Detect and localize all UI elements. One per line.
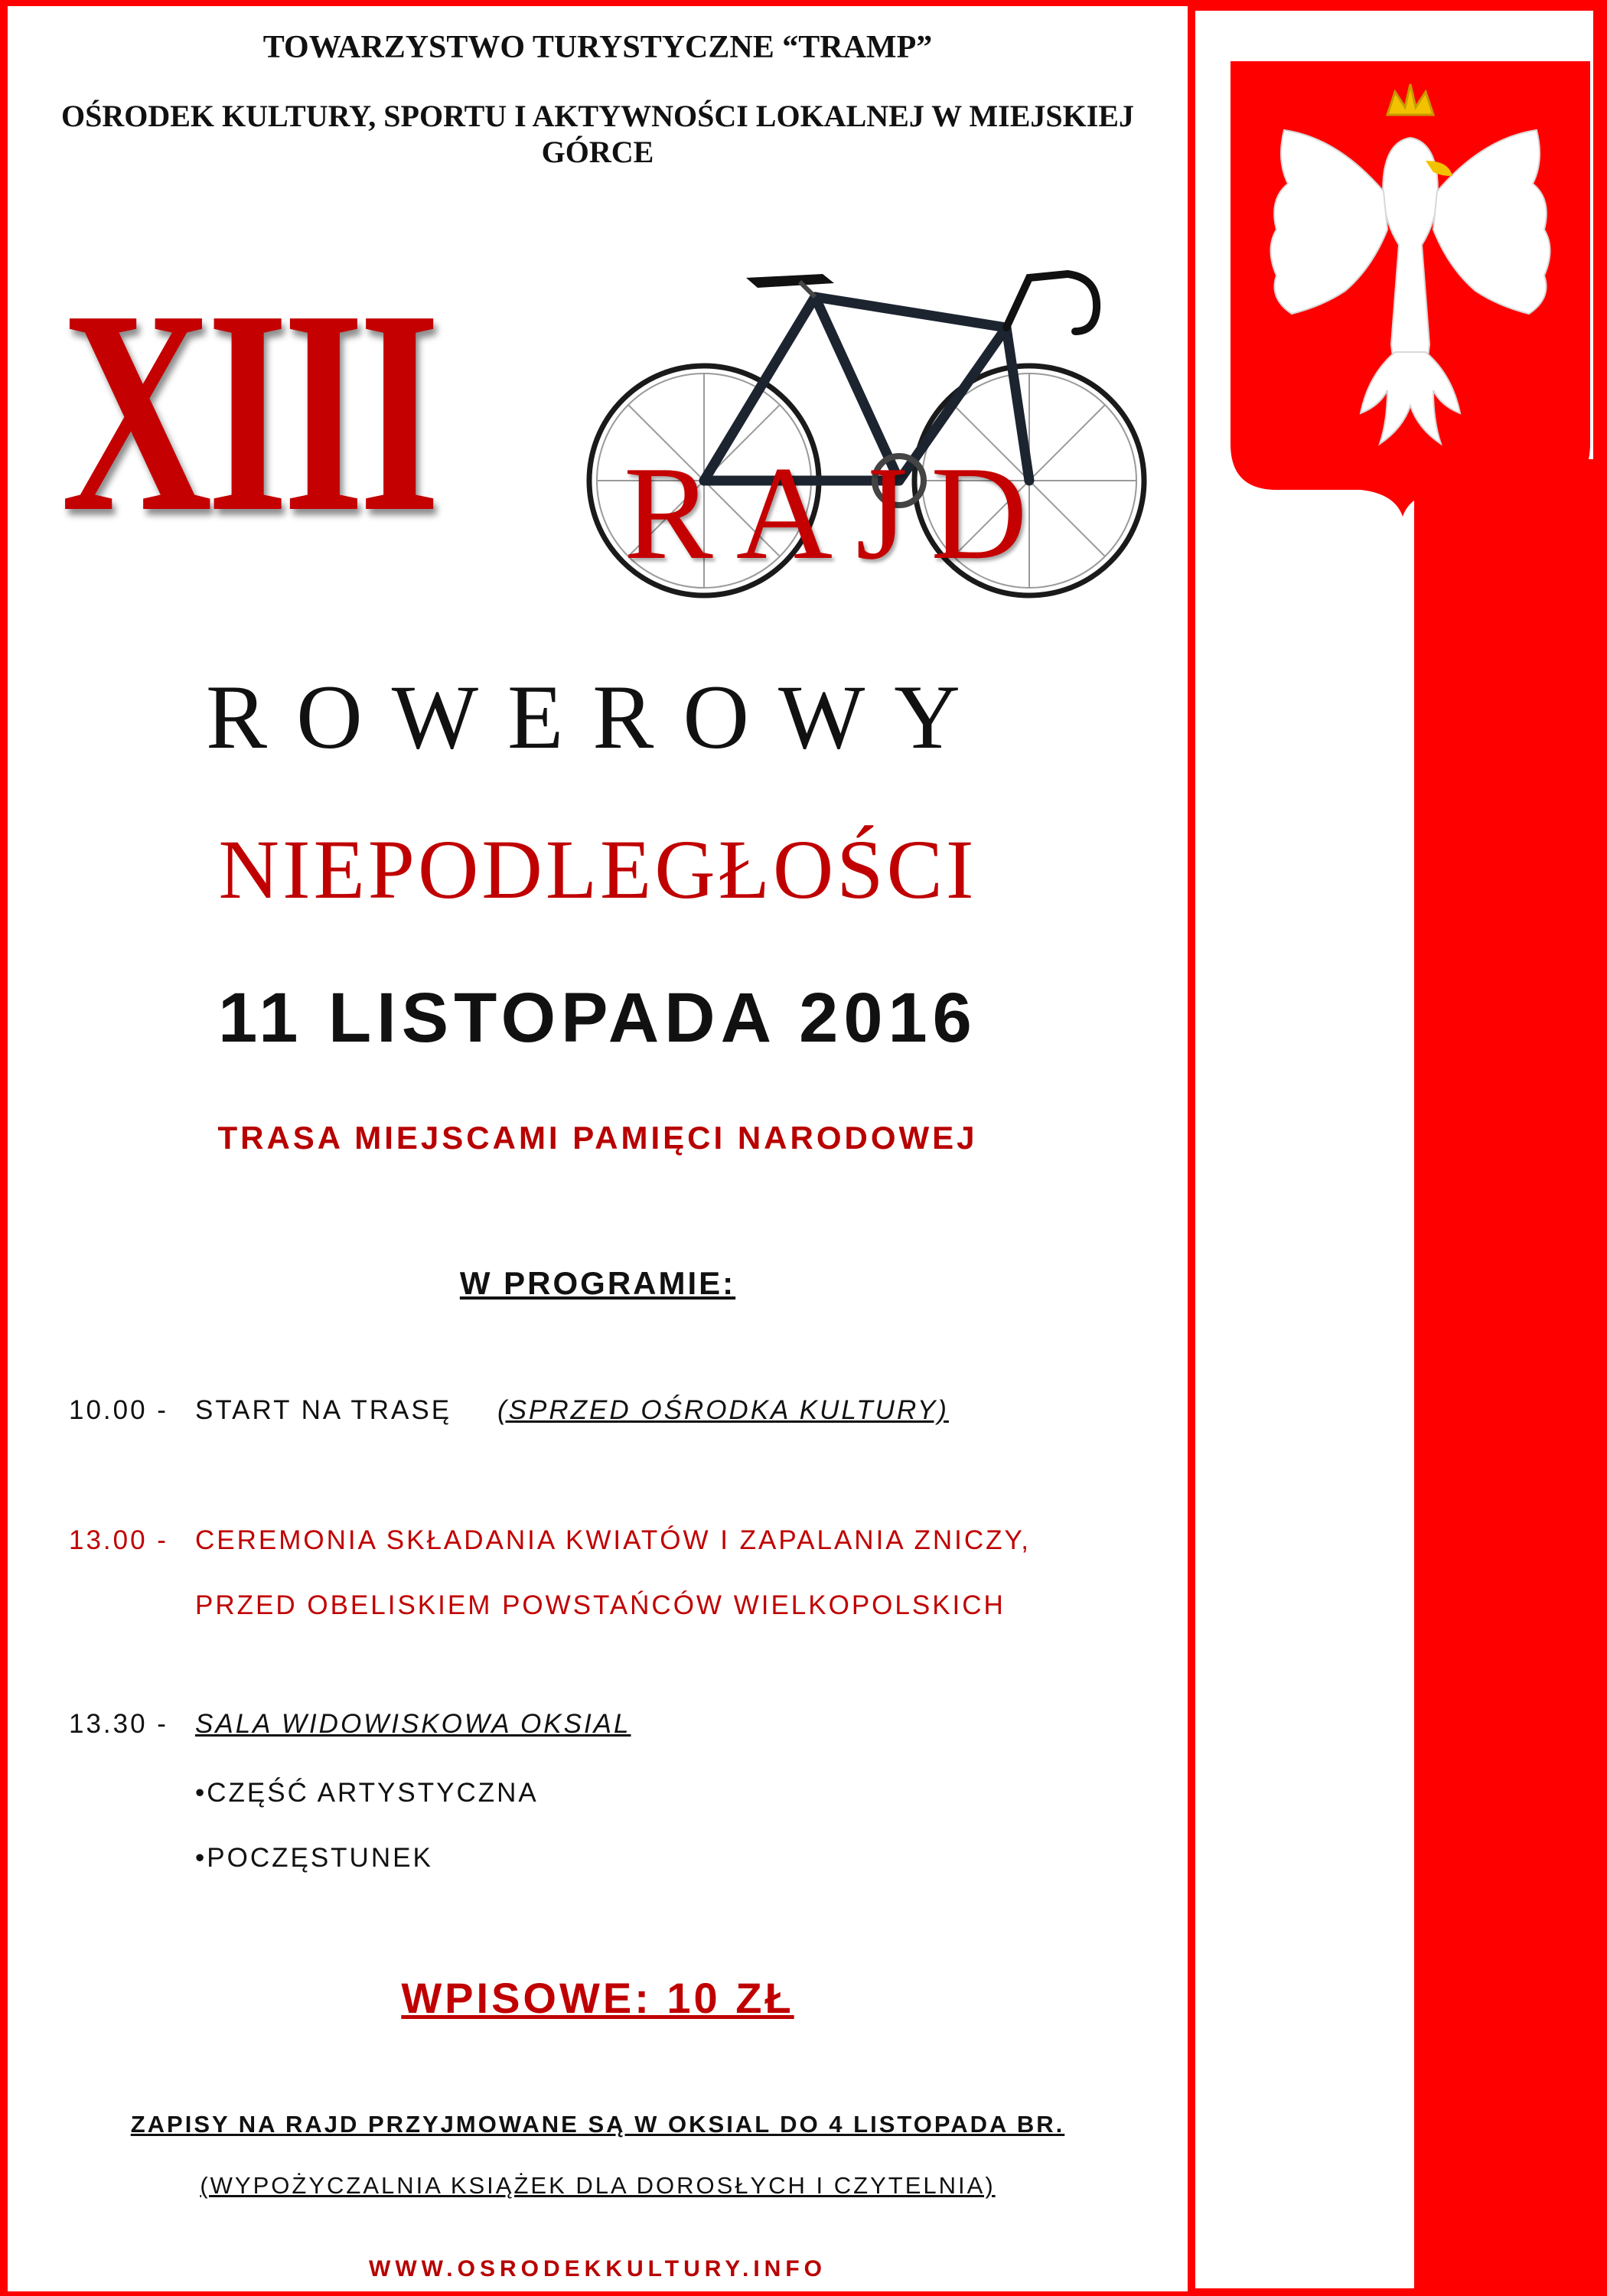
polish-eagle-emblem-icon xyxy=(1223,46,1598,520)
rajd-title: RAJD xyxy=(624,439,1051,587)
rowerowy-title: ROWEROWY xyxy=(206,666,989,768)
registration-line-2: (WYPOŻYCZALNIA KSIĄŻEK DLA DOROSŁYCH I CZYTELNIA) xyxy=(200,2172,996,2199)
niepodleglosci-title: NIEPODLEGŁOŚCI xyxy=(218,823,977,916)
program-note: (SPRZED OŚRODKA KULTURY) xyxy=(497,1395,949,1425)
registration-line-1: ZAPISY NA RAJD PRZYJMOWANE SĄ W OKSIAL DO 4 LISTOPADA BR. xyxy=(130,2111,1065,2138)
organizer-line-2: OŚRODEK KULTURY, SPORTU I AKTYWNOŚCI LOKALNEJ W MIEJSKIEJ GÓRCE xyxy=(61,99,1134,169)
poster-panel xyxy=(8,6,1188,2291)
program-note: SALA WIDOWISKOWA OKSIAL xyxy=(195,1709,631,1739)
program-time: 13.30 - xyxy=(69,1709,168,1739)
route-subtitle: TRASA MIEJSCAMI PAMIĘCI NARODOWEJ xyxy=(217,1120,978,1156)
program-time: 13.00 - xyxy=(69,1525,168,1555)
entry-fee: WPISOWE: 10 ZŁ xyxy=(401,1974,794,2022)
right-red-strip xyxy=(1414,459,1594,2290)
bullet-text: •POCZĘSTUNEK xyxy=(195,1843,433,1873)
program-heading: W PROGRAMIE: xyxy=(459,1265,736,1301)
program-text: CEREMONIA SKŁADANIA KWIATÓW I ZAPALANIA ZNICZY, xyxy=(195,1525,1032,1555)
program-time: 10.00 - xyxy=(69,1395,168,1425)
program-text: PRZED OBELISKIEM POWSTAŃCÓW WIELKOPOLSKICH xyxy=(195,1590,1006,1620)
program-text: START NA TRASĘ xyxy=(195,1395,452,1425)
website-link[interactable]: WWW.OSRODEKKULTURY.INFO xyxy=(369,2256,826,2281)
bullet-text: •CZĘŚĆ ARTYSTYCZNA xyxy=(195,1778,539,1808)
organizer-line-1: TOWARZYSTWO TURYSTYCZNE “TRAMP” xyxy=(262,30,933,65)
edition-numeral: XIII xyxy=(61,250,435,572)
event-date: 11 LISTOPADA 2016 xyxy=(218,979,977,1057)
